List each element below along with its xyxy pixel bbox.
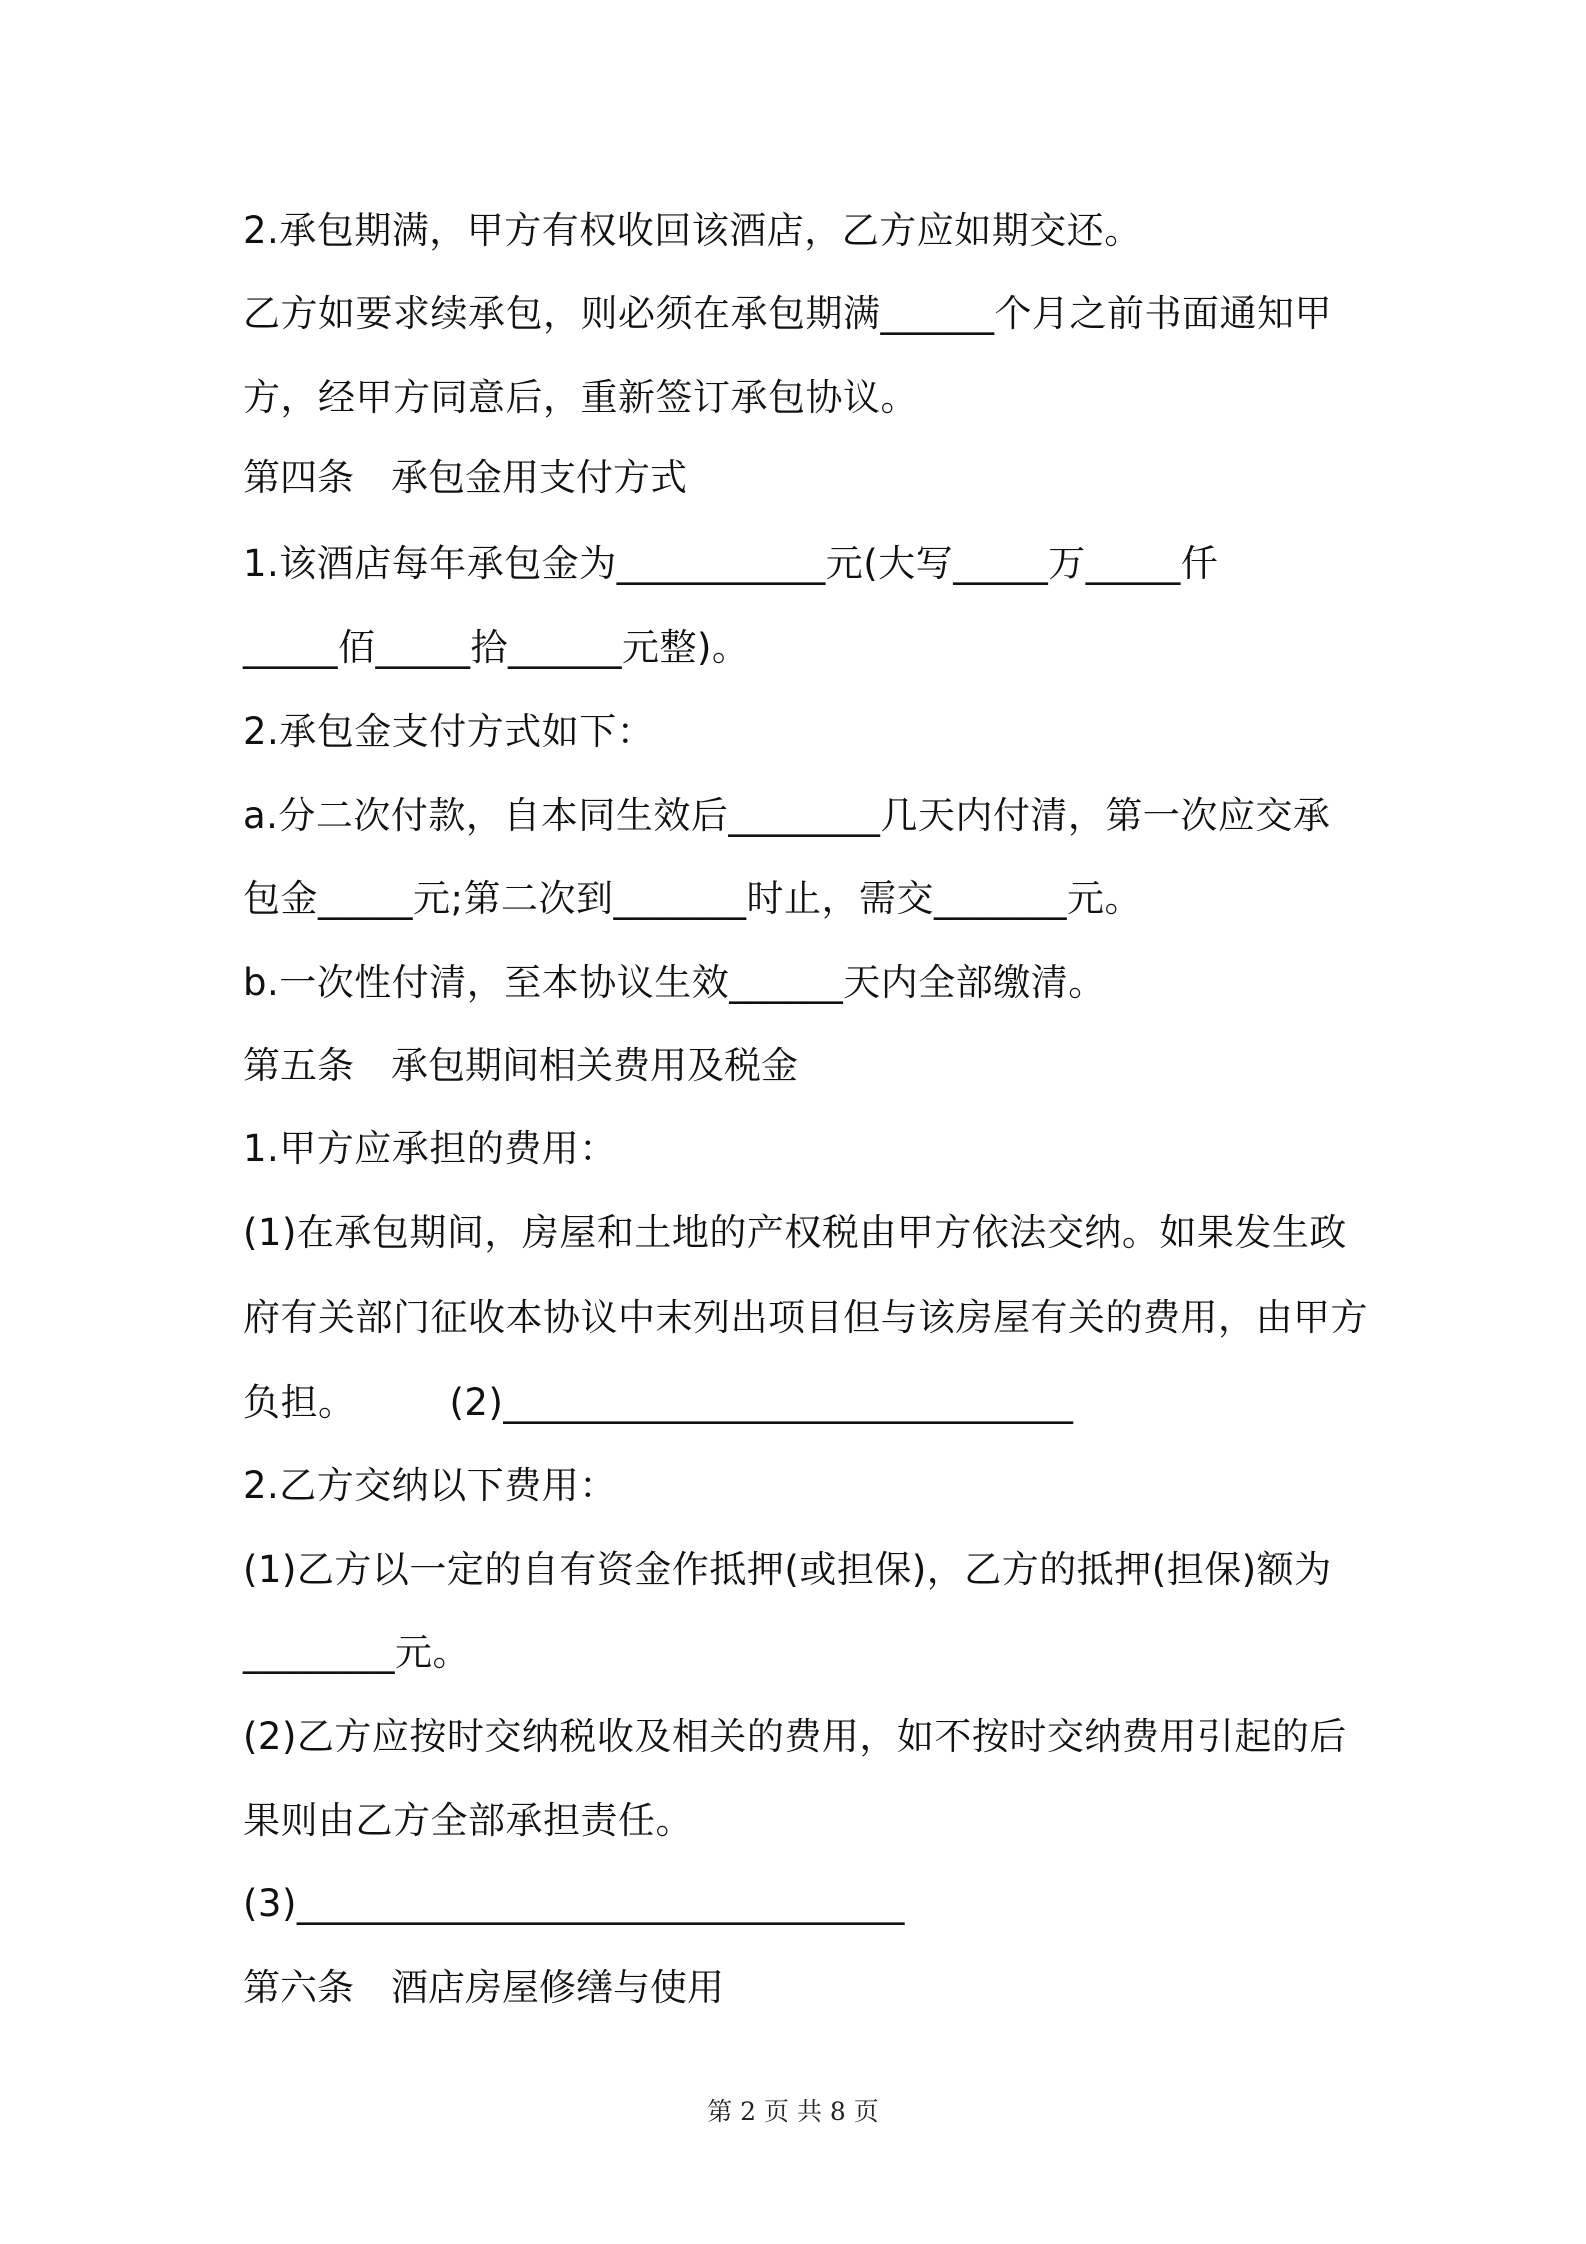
paragraph-line: 2.乙方交纳以下费用： [243, 1464, 617, 1507]
paragraph-line: 乙方如要求续承包，则必须在承包期满______个月之前书面通知甲 [243, 292, 1332, 335]
paragraph-line: b.一次性付清，至本协议生效______天内全部缴清。 [243, 961, 1106, 1004]
section-heading: 第五条 承包期间相关费用及税金 [243, 1044, 798, 1087]
paragraph-line: (3)________________________________ [243, 1882, 905, 1925]
section-heading: 第四条 承包金用支付方式 [243, 456, 687, 499]
section-heading: 第六条 酒店房屋修缮与使用 [243, 1966, 724, 2009]
paragraph-line: 1.甲方应承担的费用： [243, 1127, 617, 1170]
paragraph-line: (2)乙方应按时交纳税收及相关的费用，如不按时交纳费用引起的后 [243, 1715, 1347, 1758]
paragraph-line: _____佰_____拾______元整)。 [243, 626, 750, 669]
paragraph-line: 包金_____元;第二次到_______时止，需交_______元。 [243, 877, 1142, 920]
paragraph-line: 负担。 (2)______________________________ [243, 1381, 1074, 1424]
paragraph-line: 方，经甲方同意后，重新签订承包协议。 [243, 376, 918, 419]
paragraph-line: (1)乙方以一定的自有资金作抵押(或担保)，乙方的抵押(担保)额为 [243, 1548, 1332, 1591]
paragraph-line: 府有关部门征收本协议中末列出项目但与该房屋有关的费用，由甲方 [243, 1296, 1368, 1339]
paragraph-line: 2.承包金支付方式如下： [243, 710, 655, 753]
paragraph-line: a.分二次付款，自本同生效后________几天内付清，第一次应交承 [243, 794, 1331, 837]
paragraph-line: ________元。 [243, 1631, 470, 1674]
paragraph-line: 1.该酒店每年承包金为___________元(大写_____万_____仟 [243, 542, 1219, 585]
page-number-footer: 第 2 页 共 8 页 [707, 2097, 879, 2126]
paragraph-line: 2.承包期满，甲方有权收回该酒店，乙方应如期交还。 [243, 209, 1142, 252]
paragraph-line: 果则由乙方全部承担责任。 [243, 1799, 693, 1842]
paragraph-line: (1)在承包期间，房屋和土地的产权税由甲方依法交纳。如果发生政 [243, 1211, 1347, 1254]
